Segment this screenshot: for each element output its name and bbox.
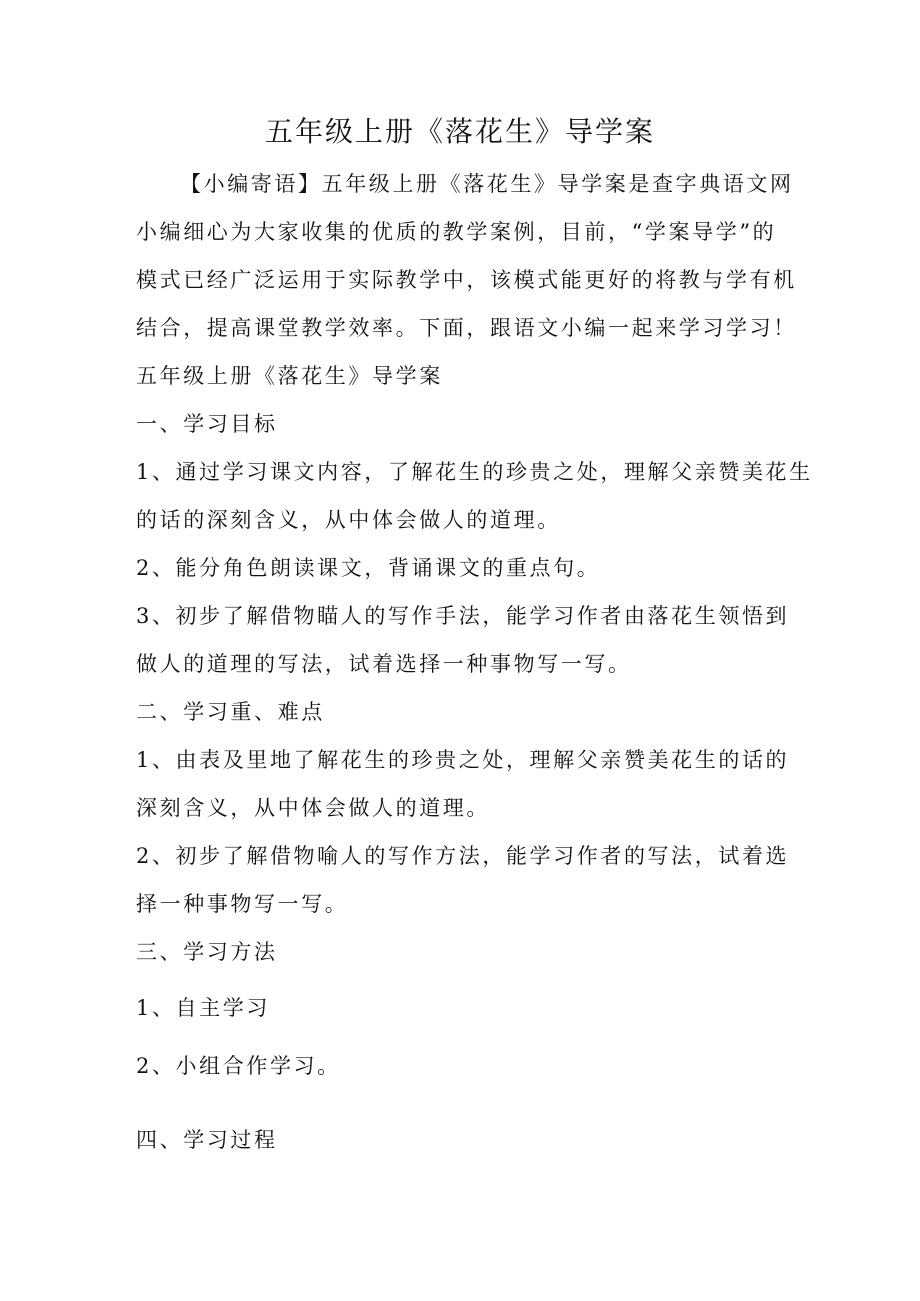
goal-3-line-2: 做人的道理的写法，试着选择一种事物写一写。	[136, 652, 632, 676]
method-2-line: 2、小组合作学习。	[136, 1054, 341, 1078]
intro-line-1: 【小编寄语】五年级上册《落花生》导学案是查字典语文网	[180, 172, 794, 196]
document-title: 五年级上册《落花生》导学案	[264, 115, 655, 148]
method-1-line: 1、自主学习	[136, 996, 270, 1020]
goal-2-line: 2、能分角色朗读课文，背诵课文的重点句。	[136, 556, 601, 580]
intro-line-4: 结合，提高课堂教学效率。下面，跟语文小编一起来学习学习！	[136, 316, 797, 340]
key-point-1-line-1: 1、由表及里地了解花生的珍贵之处，理解父亲赞美花生的话的	[136, 748, 790, 772]
goal-3-line-1: 3、初步了解借物瞄人的写作手法，能学习作者由落花生领悟到	[136, 604, 790, 628]
intro-line-2: 小编细心为大家收集的优质的教学案例，目前，“学案导学”的	[136, 220, 777, 244]
section-heading-3: 三、学习方法	[136, 940, 278, 964]
section-heading-4: 四、学习过程	[136, 1128, 278, 1152]
key-point-2-line-2: 择一种事物写一写。	[136, 892, 349, 916]
key-point-2-line-1: 2、初步了解借物喻人的写作方法，能学习作者的写法，试着选	[136, 844, 790, 868]
subtitle-line: 五年级上册《落花生》导学案	[136, 364, 443, 388]
section-heading-2: 二、学习重、难点	[136, 700, 325, 724]
section-heading-1: 一、学习目标	[136, 412, 278, 436]
key-point-1-line-2: 深刻含义，从中体会做人的道理。	[136, 796, 490, 820]
intro-line-3: 模式已经广泛运用于实际教学中，该模式能更好的将教与学有机	[136, 268, 797, 292]
goal-1-line-2: 的话的深刻含义，从中体会做人的道理。	[136, 508, 561, 532]
goal-1-line-1: 1、通过学习课文内容，了解花生的珍贵之处，理解父亲赞美花生	[136, 460, 813, 484]
